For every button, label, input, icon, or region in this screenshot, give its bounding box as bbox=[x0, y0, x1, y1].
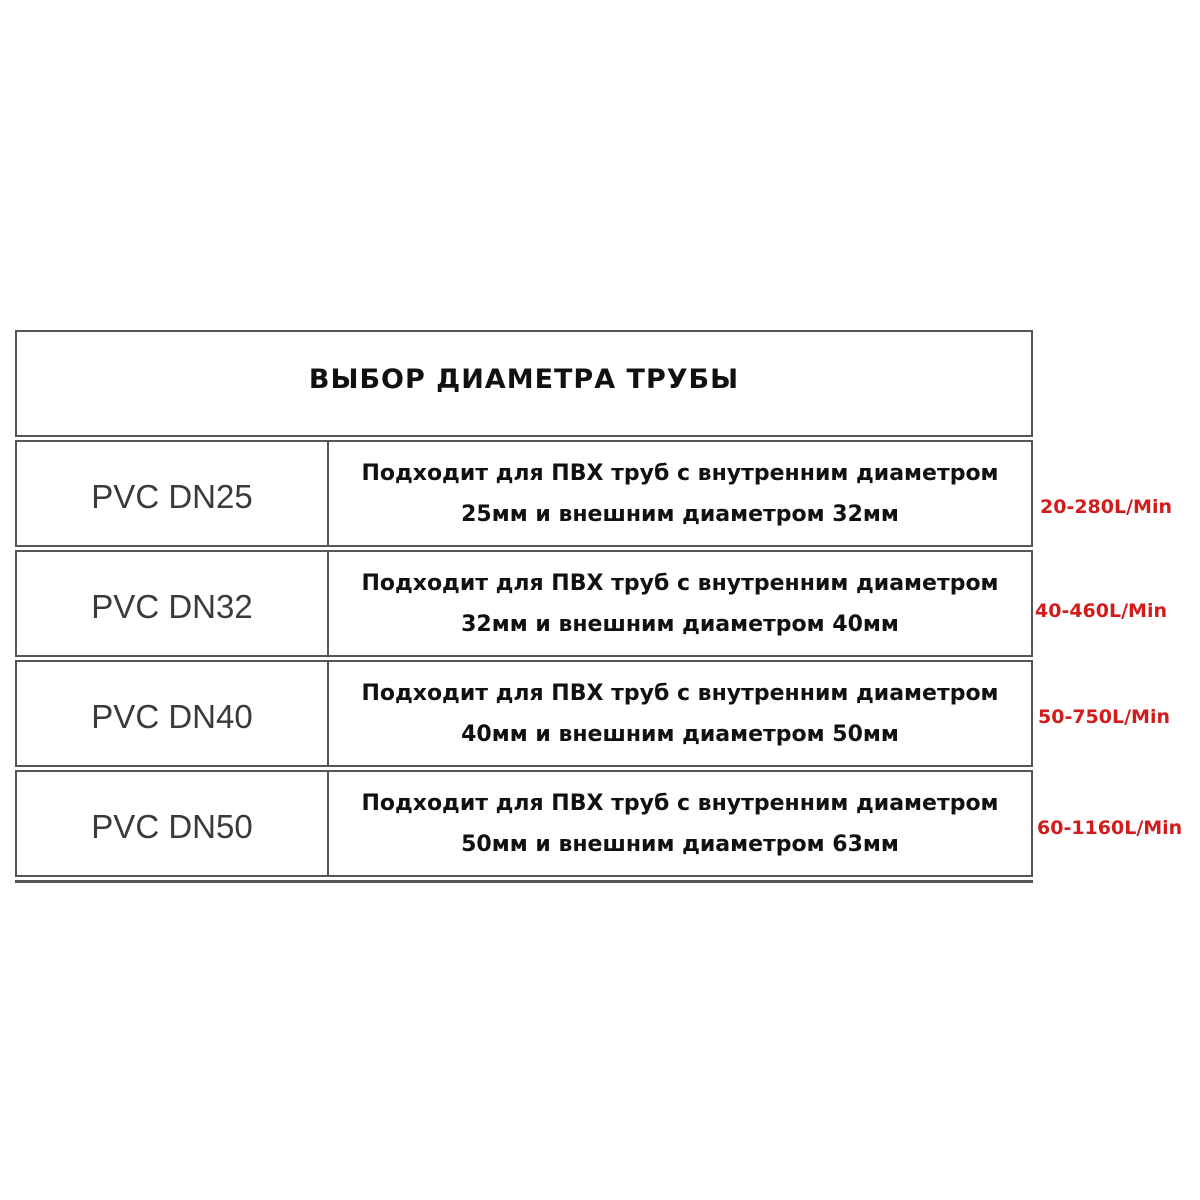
description-cell bbox=[329, 772, 1031, 875]
flow-rate-dn50: 60-1160L/Min bbox=[1037, 817, 1183, 839]
flow-rate-dn25: 20-280L/Min bbox=[1040, 496, 1172, 518]
description-line-1: Подходит для ПВХ труб с внутренним диаметром bbox=[361, 680, 999, 706]
pipe-diameter-table bbox=[15, 330, 1033, 857]
description-cell bbox=[329, 442, 1031, 545]
description-line-2: 50мм и внешним диаметром 63мм bbox=[461, 831, 899, 857]
table-bottom-border bbox=[15, 880, 1033, 883]
description-line-1: Подходит для ПВХ труб с внутренним диаметром bbox=[361, 460, 999, 486]
flow-rate-dn40: 50-750L/Min bbox=[1038, 706, 1170, 728]
table-row-dn32 bbox=[15, 550, 1033, 657]
flow-rate-dn32: 40-460L/Min bbox=[1035, 600, 1167, 622]
description-cell bbox=[329, 662, 1031, 765]
description-line-1: Подходит для ПВХ труб с внутренним диаметром bbox=[361, 790, 999, 816]
table-title: ВЫБОР ДИАМЕТРА ТРУБЫ bbox=[15, 330, 1033, 437]
table-row-dn40 bbox=[15, 660, 1033, 767]
description-line-2: 40мм и внешним диаметром 50мм bbox=[461, 721, 899, 747]
description-cell bbox=[329, 552, 1031, 655]
model-cell: PVC DN32 bbox=[17, 552, 329, 655]
model-cell: PVC DN25 bbox=[17, 442, 329, 545]
description-line-2: 32мм и внешним диаметром 40мм bbox=[461, 611, 899, 637]
table-row-dn50 bbox=[15, 770, 1033, 877]
description-line-2: 25мм и внешним диаметром 32мм bbox=[461, 501, 899, 527]
table-row-dn25 bbox=[15, 440, 1033, 547]
model-cell: PVC DN50 bbox=[17, 772, 329, 875]
description-line-1: Подходит для ПВХ труб с внутренним диаметром bbox=[361, 570, 999, 596]
model-cell: PVC DN40 bbox=[17, 662, 329, 765]
